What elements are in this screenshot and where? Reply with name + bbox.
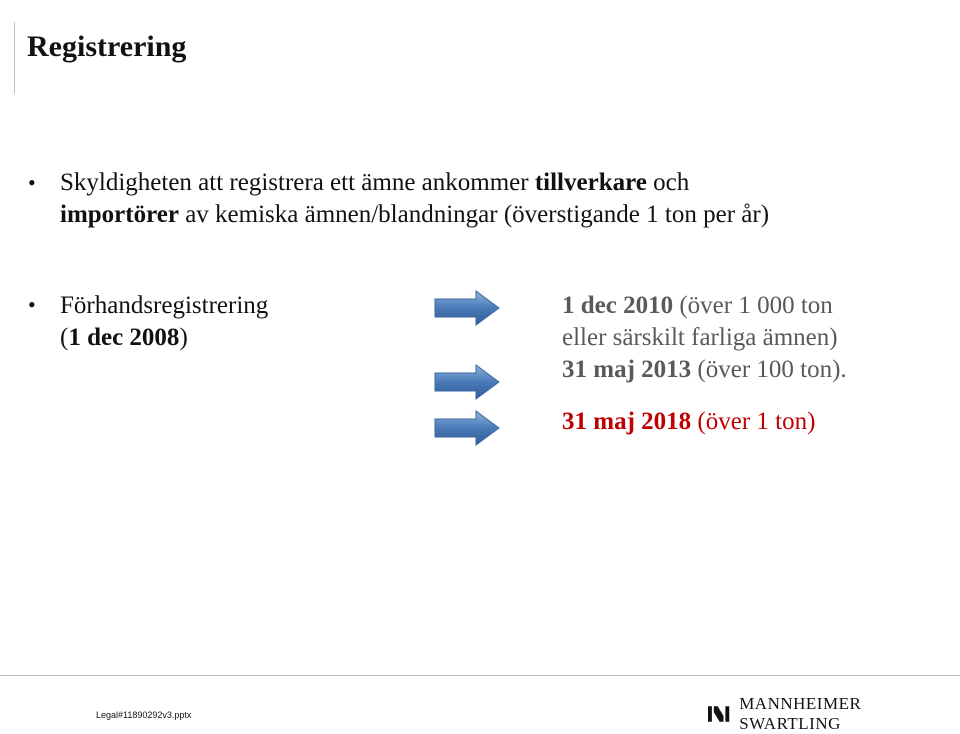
deadline-1-line-1 bbox=[562, 290, 847, 322]
document-reference: Legal#11890292v3.pptx bbox=[96, 710, 192, 720]
bullet-2-date: 1 dec 2008 bbox=[68, 324, 180, 351]
paren-close: ) bbox=[179, 324, 188, 351]
footer-rule bbox=[0, 675, 960, 676]
logo-text: MANNHEIMER SWARTLING bbox=[739, 694, 862, 733]
deadline-3-date: 31 maj 2018 bbox=[562, 408, 692, 435]
arrow-right-icon bbox=[434, 290, 500, 326]
title-left-rule bbox=[14, 22, 15, 94]
company-logo bbox=[708, 694, 960, 734]
paren-open: ( bbox=[60, 324, 69, 351]
bullet-1-importorer: importörer bbox=[60, 201, 179, 228]
deadline-2-desc: (över 100 ton). bbox=[691, 356, 847, 383]
bullet-1-line-1-text: Skyldigheten att registrera ett ämne ankommer bbox=[60, 169, 535, 196]
bullet-1-line-2 bbox=[60, 199, 769, 231]
logo-mark-icon bbox=[708, 704, 731, 724]
bullet-1-tillverkare: tillverkare bbox=[534, 169, 647, 196]
bullet-1-line-1-end: och bbox=[646, 169, 690, 196]
deadline-3-desc: (över 1 ton) bbox=[691, 408, 816, 435]
bullet-2-line-1: Förhandsregistrering bbox=[60, 292, 269, 319]
deadline-1-line-2: eller särskilt farliga ämnen) bbox=[562, 324, 838, 351]
bullet-icon: • bbox=[28, 292, 36, 317]
arrow-right-icon bbox=[434, 410, 500, 446]
bullet-2-text bbox=[60, 290, 268, 354]
bullet-1-line-1 bbox=[60, 167, 769, 199]
deadline-3 bbox=[562, 406, 815, 438]
bullet-1-line-2-text: av kemiska ämnen/blandningar (överstigande 1 ton per år) bbox=[178, 201, 770, 228]
deadline-1-desc: (över 1 000 ton bbox=[673, 292, 833, 319]
slide-title: Registrering bbox=[27, 30, 187, 63]
deadline-2 bbox=[562, 354, 847, 386]
bullet-icon: • bbox=[28, 170, 36, 195]
arrow-right-icon bbox=[434, 364, 500, 400]
bullet-1-text bbox=[60, 167, 769, 231]
deadline-1 bbox=[562, 290, 847, 386]
deadline-1-date: 1 dec 2010 bbox=[562, 292, 674, 319]
bullet-2-line-2 bbox=[60, 322, 268, 354]
deadline-2-date: 31 maj 2013 bbox=[562, 356, 692, 383]
